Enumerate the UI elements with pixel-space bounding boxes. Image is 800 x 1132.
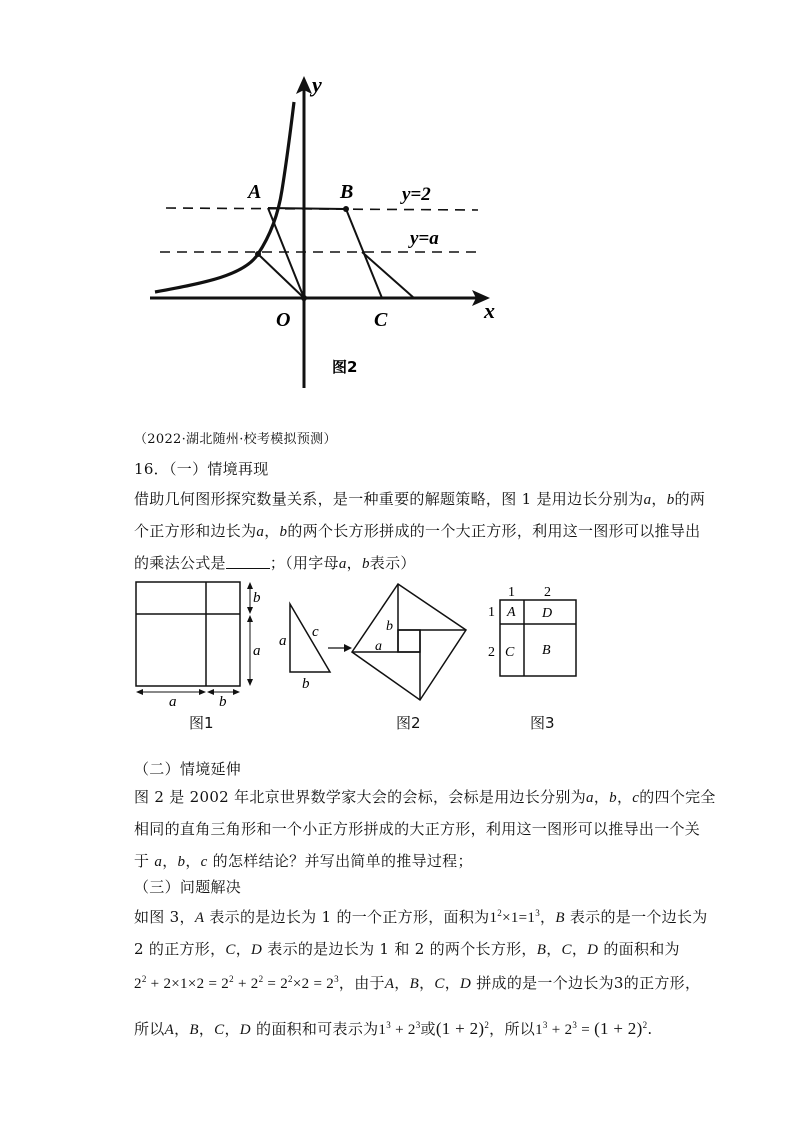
s3-l3d: 的正方形，	[623, 974, 701, 992]
section-2-line-1: 图 2 是 2002 年北京世界数学家大会的会标，会标是用边长分别为a，b，c的四个完全	[134, 788, 716, 806]
s3-l1a: 如图 3，	[134, 908, 195, 926]
s3-l4b: 的面积和可表示为	[256, 1020, 379, 1038]
fig2-pin-label-a: a	[375, 639, 382, 654]
point-dot-b	[343, 206, 349, 212]
point-b-label: B	[340, 181, 354, 203]
figure-1-square	[136, 582, 253, 695]
fig1-label-a-bottom: a	[169, 694, 177, 710]
point-dot-o	[301, 295, 307, 301]
s3-l4a: 所以	[134, 1020, 165, 1038]
fig1-label-b-right: b	[253, 590, 261, 606]
fig1-label-b-bottom: b	[219, 694, 227, 710]
figure-2-triangle	[290, 604, 330, 672]
s3-l1d: 表示的是一个边长为	[569, 908, 708, 926]
section-3-line-4: 所以A，B，C，D 的面积和可表示为$1^3 + 2^3$或$(1 + 2)^2$，所以$1^3 + 2^3 = (1 + 2)^2$.	[134, 1019, 653, 1038]
fig3-cell-a: A	[507, 605, 516, 620]
section-3-line-1: 如图 3，A 表示的是边长为 1 的一个正方形，面积为$1^2\times 1=1^3$，B 表示的是一个边长为	[134, 908, 708, 926]
s3-l2c: 的面积和为	[603, 940, 680, 958]
question-source: （2022·湖北随州·校考模拟预测）	[134, 432, 337, 447]
fig2-arrow-head	[344, 644, 352, 652]
fig3-col1-label: 1	[508, 585, 515, 600]
figure-2-pinwheel	[352, 584, 466, 700]
p1-l1-tail: 的两	[674, 490, 706, 508]
paragraph-1-line-3: 的乘法公式是 ；（用字母a，b表示）	[134, 554, 416, 572]
p1-l1-text: 借助几何图形探究数量关系，是一种重要的解题策略，图 1 是用边长分别为	[134, 490, 644, 508]
fig2-tri-label-a: a	[279, 633, 287, 649]
answer-blank[interactable]	[226, 554, 270, 569]
section-3-line-3: $2^2 + 2\times 1\times 2 = 2^2 + 2^2 = 2^2\times 2 = 2^3$，由于A，B，C，D 拼成的是一个边长为3的正方形，	[134, 974, 701, 992]
s3-l3c: 拼成的是一个边长为	[476, 974, 614, 992]
s3-l4d: ，所以	[489, 1020, 536, 1038]
section-3-line-2: 2 的正方形，C，D 表示的是边长为 1 和 2 的两个长方形，B，C，D 的面积和为	[134, 940, 680, 958]
s3-l1c: ，	[540, 908, 556, 926]
line-ya-label: y=a	[410, 228, 439, 249]
paragraph-1-line-2: 个正方形和边长为a，b的两个长方形拼成的一个大正方形，利用这一图形可以推导出	[134, 522, 701, 540]
point-dot-m	[255, 251, 261, 257]
s3-l2b: 表示的是边长为 1 和 2 的两个长方形，	[267, 940, 537, 958]
s3-l2: 2 的正方形，	[134, 940, 226, 958]
origin-label: O	[276, 309, 291, 331]
fig3-row1-label: 1	[488, 605, 495, 620]
p1-l2b-text: 的两个长方形拼成的一个大正方形，利用这一图形可以推导出	[287, 522, 701, 540]
line-y2-label: y=2	[402, 184, 431, 205]
point-a-label: A	[248, 181, 262, 203]
fig3-row2-label: 2	[488, 645, 495, 660]
fig2-pin-label-b: b	[386, 619, 393, 634]
fig3-col2-label: 2	[544, 585, 551, 600]
point-c-label: C	[374, 309, 388, 331]
fig1-caption: 图1	[189, 714, 214, 732]
segment-ab	[268, 208, 346, 209]
figure-caption: 图2	[332, 358, 358, 376]
fig1-label-a-right: a	[253, 643, 261, 659]
section-2-line-2: 相同的直角三角形和一个小正方形拼成的大正方形，利用这一图形可以推导出一个关	[134, 820, 701, 838]
segment-nc2	[362, 252, 414, 298]
fig2-tri-label-c: c	[312, 624, 319, 640]
segment-ao	[268, 208, 304, 298]
y-axis-label: y	[312, 72, 322, 97]
segment-mo	[258, 254, 304, 298]
fig3-cell-b: B	[542, 643, 551, 658]
s2-l1-tail: 的四个完全	[639, 788, 716, 806]
fig3-caption: 图3	[530, 714, 555, 732]
s3-l3b: ，由于	[338, 974, 385, 992]
p1-l2-text: 个正方形和边长为	[134, 522, 257, 540]
question-heading: 16．（一）情境再现	[134, 460, 269, 478]
s3-l4c: 或	[420, 1020, 436, 1038]
fig3-cell-c: C	[505, 645, 515, 660]
fig2-caption: 图2	[396, 714, 421, 732]
section-2-heading: （二）情境延伸	[134, 760, 242, 778]
function-graph-figure	[0, 0, 800, 400]
section-3-heading: （三）问题解决	[134, 878, 242, 896]
s2-l1-text: 图 2 是 2002 年北京世界数学家大会的会标，会标是用边长分别为	[134, 788, 586, 806]
p1-l3b-text: ；（用字母	[269, 554, 339, 572]
s2-l3-tail: 的怎样结论？并写出简单的推导过程；	[212, 852, 473, 870]
fig3-cell-d: D	[542, 606, 553, 621]
paragraph-1-line-1: 借助几何图形探究数量关系，是一种重要的解题策略，图 1 是用边长分别为a，b的两	[134, 490, 706, 508]
section-2-line-3: 于 a，b，c 的怎样结论？并写出简单的推导过程；	[134, 852, 473, 870]
fig2-tri-label-b: b	[302, 676, 310, 692]
s3-l1b: 表示的是边长为 1 的一个正方形，面积为	[209, 908, 490, 926]
x-axis-label: x	[484, 298, 495, 323]
function-curve	[155, 102, 294, 292]
p1-l3a-text: 的乘法公式是	[134, 554, 226, 572]
s3-l3-formula: $2^2 + 2\times 1\times 2 = 2^2 + 2^2 = 2^2\times 2 = 2^3$	[134, 974, 339, 992]
p1-l3c-text: 表示）	[369, 554, 416, 572]
